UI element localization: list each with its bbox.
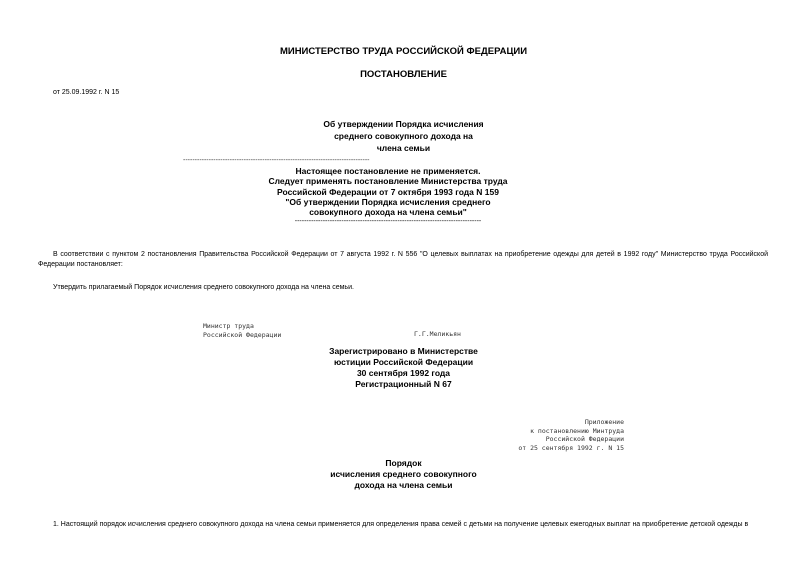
document-date: от 25.09.1992 г. N 15: [53, 89, 120, 96]
document-subject: [0, 118, 807, 154]
signatory-position: [203, 322, 281, 339]
order-title-line: дохода на члена семьи: [354, 480, 453, 490]
signatory-position-line: Российской Федерации: [203, 330, 282, 339]
registration-line: Зарегистрировано в Министерстве: [329, 346, 478, 356]
signatory-name: Г.Г.Меликьян: [414, 330, 461, 338]
notice-line: Российской Федерации от 7 октября 1993 года N 159: [277, 186, 499, 197]
appendix-line: Приложение: [584, 418, 624, 426]
registration-block: [0, 346, 807, 390]
body-paragraph: Утвердить прилагаемый Порядок исчисления среднего совокупного дохода на члена семьи.: [53, 284, 354, 291]
notice-line: Настоящее постановление не применяется.: [295, 166, 481, 177]
appendix-line: от 25 сентября 1992 г. N 15: [518, 443, 624, 452]
signatory-position-line: Министр труда: [203, 322, 254, 330]
order-title: [0, 458, 807, 491]
appendix-reference: [518, 418, 624, 452]
notice-divider-bottom: --------------------------------------------------------------------------------: [294, 218, 482, 226]
ministry-title: МИНИСТЕРСТВО ТРУДА РОССИЙСКОЙ ФЕДЕРАЦИИ: [279, 46, 528, 57]
notice-line: совокупного дохода на члена семьи": [309, 207, 467, 218]
appendix-line: к постановлению Минтруда: [530, 426, 624, 435]
order-item: 1. Настоящий порядок исчисления среднего совокупного дохода на члена семьи применяется для определения права семей с детьми на получение целевых ежегодных выплат на приобретение детской одежды в: [53, 521, 749, 528]
appendix-line: Российской Федерации: [545, 435, 624, 443]
status-notice: [183, 156, 593, 227]
subject-line: Об утверждении Порядка исчисления: [323, 119, 484, 129]
order-title-line: Порядок: [385, 458, 422, 468]
subject-line: члена семьи: [376, 143, 431, 153]
notice-divider-top: --------------------------------------------------------------------------------: [183, 157, 370, 164]
document-type: ПОСТАНОВЛЕНИЕ: [360, 69, 447, 80]
order-title-line: исчисления среднего совокупного: [330, 469, 477, 479]
subject-line: среднего совокупного дохода на: [334, 131, 473, 141]
notice-line: Следует применять постановление Министерства труда: [268, 176, 508, 187]
notice-text: [183, 166, 593, 217]
registration-line: Регистрационный N 67: [355, 379, 452, 389]
body-paragraph: В соответствии с пунктом 2 постановления Правительства Российской Федерации от 7 августа 1992 г. N 556 "О целевых выплатах на приобретение одежды для детей в 1992 году" Министерство труда Российской Федерации постановляет:: [38, 251, 768, 268]
registration-line: юстиции Российской Федерации: [333, 357, 474, 367]
registration-line: 30 сентября 1992 года: [356, 368, 451, 378]
notice-line: "Об утверждении Порядка исчисления среднего: [285, 196, 491, 207]
